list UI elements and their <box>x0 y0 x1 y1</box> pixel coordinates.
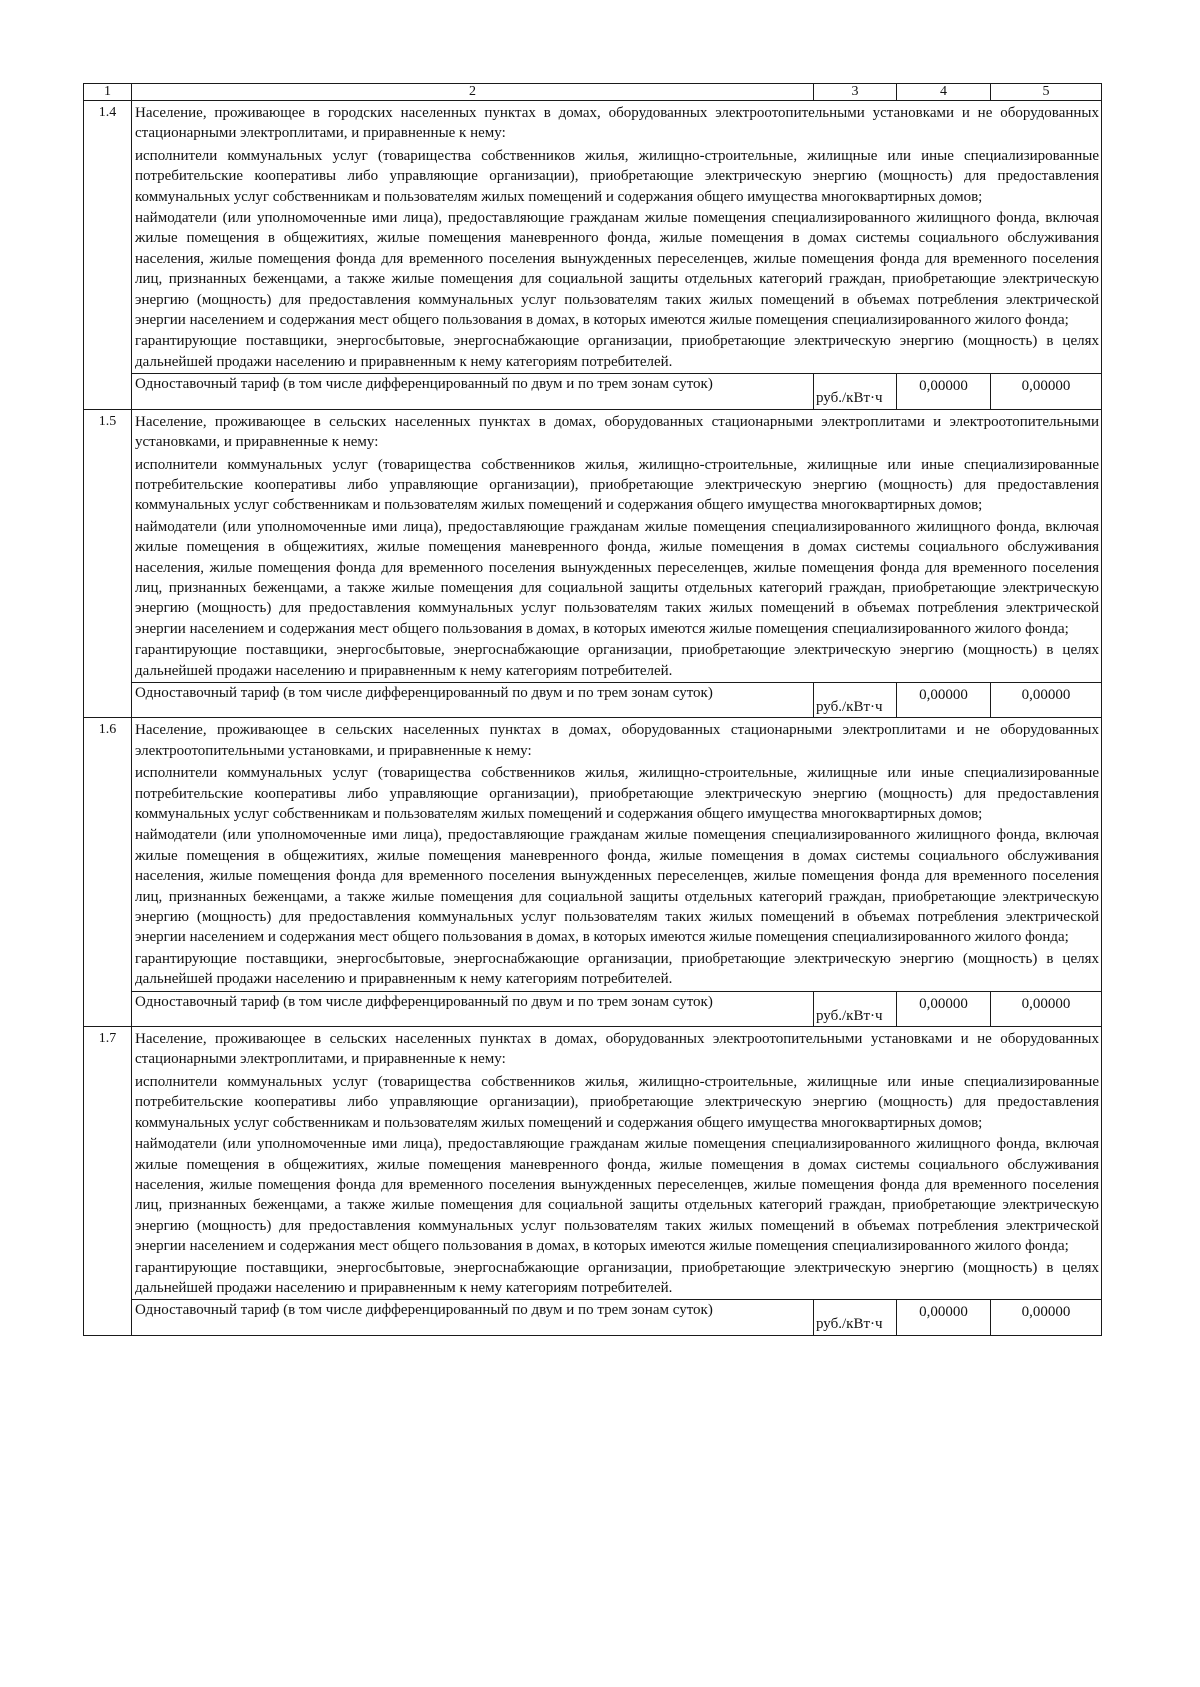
suppliers-paragraph: гарантирующие поставщики, энергосбытовые, энергоснабжающие организации, приобретающие электрическую энергию (мощность) в целях дальнейшей продажи населению и приравненным к нему категориям потребителей. <box>135 1259 1099 1296</box>
section-number: 1.6 <box>84 718 132 1027</box>
tariff-value-col5: 0,00000 <box>991 1300 1102 1335</box>
section-number: 1.4 <box>84 101 132 410</box>
header-col-4: 4 <box>897 84 991 101</box>
suppliers-paragraph: гарантирующие поставщики, энергосбытовые, энергоснабжающие организации, приобретающие электрическую энергию (мощность) в целях дальнейшей продажи населению и приравненным к нему категориям потребителей. <box>135 642 1099 679</box>
tariff-table <box>83 83 1102 1336</box>
tariff-value-col4: 0,00000 <box>897 374 991 409</box>
tariff-unit: руб./кВт·ч <box>814 374 897 409</box>
tariff-row <box>84 991 1102 1026</box>
tariff-unit: руб./кВт·ч <box>814 682 897 717</box>
tariff-value-col5: 0,00000 <box>991 374 1102 409</box>
section-title: Население, проживающее в сельских населенных пунктах в домах, оборудованных стационарными электроплитами и не оборудованных электроотопительными установками, и приравненные к нему: <box>135 722 1099 759</box>
tariff-value-col4: 0,00000 <box>897 682 991 717</box>
landlords-paragraph: наймодатели (или уполномоченные ими лица), предоставляющие гражданам жилые помещения специализированного жилищного фонда, включая жилые помещения в общежитиях, жилые помещения маневренного фонда, жилые помещения в домах системы социального обслуживания населения, жилые помещения фонда для временного поселения вынужденных переселенцев, жилые помещения фонда для временного поселения лиц, признанных беженцами, а также жилые помещения для социальной защиты отдельных категорий граждан, приобретающие электрическую энергию (мощность) для предоставления коммунальных услуг пользователям таких жилых помещений в объемах потребления электрической энергии населением и содержания мест общего пользования в домах, в которых имеются жилые помещения специализированного жилого фонда; <box>135 210 1099 329</box>
section-description <box>132 1027 1102 1300</box>
tariff-label: Одноставочный тариф (в том числе дифференцированный по двум и по трем зонам суток) <box>132 991 814 1026</box>
tariff-label: Одноставочный тариф (в том числе дифференцированный по двум и по трем зонам суток) <box>132 682 814 717</box>
section-title: Население, проживающее в сельских населенных пунктах в домах, оборудованных электроотопительными установками и не оборудованных стационарными электроплитами, и приравненные к нему: <box>135 1031 1099 1068</box>
tariff-row <box>84 682 1102 717</box>
suppliers-paragraph: гарантирующие поставщики, энергосбытовые, энергоснабжающие организации, приобретающие электрическую энергию (мощность) в целях дальнейшей продажи населению и приравненным к нему категориям потребителей. <box>135 333 1099 370</box>
tariff-label: Одноставочный тариф (в том числе дифференцированный по двум и по трем зонам суток) <box>132 1300 814 1335</box>
executors-paragraph: исполнители коммунальных услуг (товарищества собственников жилья, жилищно-строительные, жилищные или иные специализированные потребительские кооперативы либо управляющие организации), приобретающие электрическую энергию (мощность) для предоставления коммунальных услуг собственникам и пользователям жилых помещений и содержания общего имущества многоквартирных домов; <box>135 1073 1099 1131</box>
executors-paragraph: исполнители коммунальных услуг (товарищества собственников жилья, жилищно-строительные, жилищные или иные специализированные потребительские кооперативы либо управляющие организации), приобретающие электрическую энергию (мощность) для предоставления коммунальных услуг собственникам и пользователям жилых помещений и содержания общего имущества многоквартирных домов; <box>135 456 1099 514</box>
tariff-unit: руб./кВт·ч <box>814 1300 897 1335</box>
section-description-row <box>84 1027 1102 1300</box>
header-row <box>84 84 1102 101</box>
section-number: 1.5 <box>84 409 132 718</box>
section-description <box>132 409 1102 682</box>
tariff-table-body <box>84 84 1102 1336</box>
section-title: Население, проживающее в сельских населенных пунктах в домах, оборудованных стационарными электроплитами и электроотопительными установками, и приравненные к нему: <box>135 413 1099 451</box>
landlords-paragraph: наймодатели (или уполномоченные ими лица), предоставляющие гражданам жилые помещения специализированного жилищного фонда, включая жилые помещения в общежитиях, жилые помещения маневренного фонда, жилые помещения в домах системы социального обслуживания населения, жилые помещения фонда для временного поселения вынужденных переселенцев, жилые помещения фонда для временного поселения лиц, признанных беженцами, а также жилые помещения для социальной защиты отдельных категорий граждан, приобретающие электрическую энергию (мощность) для предоставления коммунальных услуг пользователям таких жилых помещений в объемах потребления электрической энергии населением и содержания мест общего пользования в домах, в которых имеются жилые помещения специализированного жилого фонда; <box>135 518 1099 637</box>
section-description-row <box>84 718 1102 991</box>
tariff-value-col4: 0,00000 <box>897 991 991 1026</box>
section-number: 1.7 <box>84 1027 132 1336</box>
landlords-paragraph: наймодатели (или уполномоченные ими лица), предоставляющие гражданам жилые помещения специализированного жилищного фонда, включая жилые помещения в общежитиях, жилые помещения маневренного фонда, жилые помещения в домах системы социального обслуживания населения, жилые помещения фонда для временного поселения вынужденных переселенцев, жилые помещения фонда для временного поселения лиц, признанных беженцами, а также жилые помещения для социальной защиты отдельных категорий граждан, приобретающие электрическую энергию (мощность) для предоставления коммунальных услуг пользователям таких жилых помещений в объемах потребления электрической энергии населением и содержания мест общего пользования в домах, в которых имеются жилые помещения специализированного жилого фонда; <box>135 1136 1099 1255</box>
tariff-value-col4: 0,00000 <box>897 1300 991 1335</box>
section-description <box>132 718 1102 991</box>
section-description-row <box>84 101 1102 374</box>
section-description <box>132 101 1102 374</box>
landlords-paragraph: наймодатели (или уполномоченные ими лица), предоставляющие гражданам жилые помещения специализированного жилищного фонда, включая жилые помещения в общежитиях, жилые помещения маневренного фонда, жилые помещения в домах системы социального обслуживания населения, жилые помещения фонда для временного поселения вынужденных переселенцев, жилые помещения фонда для временного поселения лиц, признанных беженцами, а также жилые помещения для социальной защиты отдельных категорий граждан, приобретающие электрическую энергию (мощность) для предоставления коммунальных услуг пользователям таких жилых помещений в объемах потребления электрической энергии населением и содержания мест общего пользования в домах, в которых имеются жилые помещения специализированного жилого фонда; <box>135 827 1099 946</box>
header-col-2: 2 <box>132 84 814 101</box>
tariff-label: Одноставочный тариф (в том числе дифференцированный по двум и по трем зонам суток) <box>132 374 814 409</box>
tariff-unit: руб./кВт·ч <box>814 991 897 1026</box>
suppliers-paragraph: гарантирующие поставщики, энергосбытовые, энергоснабжающие организации, приобретающие электрическую энергию (мощность) в целях дальнейшей продажи населению и приравненным к нему категориям потребителей. <box>135 950 1099 988</box>
tariff-value-col5: 0,00000 <box>991 991 1102 1026</box>
section-title: Население, проживающее в городских населенных пунктах в домах, оборудованных электроотопительными установками и не оборудованных стационарными электроплитами, и приравненные к нему: <box>135 105 1099 142</box>
executors-paragraph: исполнители коммунальных услуг (товарищества собственников жилья, жилищно-строительные, жилищные или иные специализированные потребительские кооперативы либо управляющие организации), приобретающие электрическую энергию (мощность) для предоставления коммунальных услуг собственникам и пользователям жилых помещений и содержания общего имущества многоквартирных домов; <box>135 147 1099 205</box>
tariff-row <box>84 374 1102 409</box>
executors-paragraph: исполнители коммунальных услуг (товарищества собственников жилья, жилищно-строительные, жилищные или иные специализированные потребительские кооперативы либо управляющие организации), приобретающие электрическую энергию (мощность) для предоставления коммунальных услуг собственникам и пользователям жилых помещений и содержания общего имущества многоквартирных домов; <box>135 765 1099 822</box>
section-description-row <box>84 409 1102 682</box>
header-col-5: 5 <box>991 84 1102 101</box>
header-col-3: 3 <box>814 84 897 101</box>
tariff-row <box>84 1300 1102 1335</box>
tariff-value-col5: 0,00000 <box>991 682 1102 717</box>
header-col-1: 1 <box>84 84 132 101</box>
